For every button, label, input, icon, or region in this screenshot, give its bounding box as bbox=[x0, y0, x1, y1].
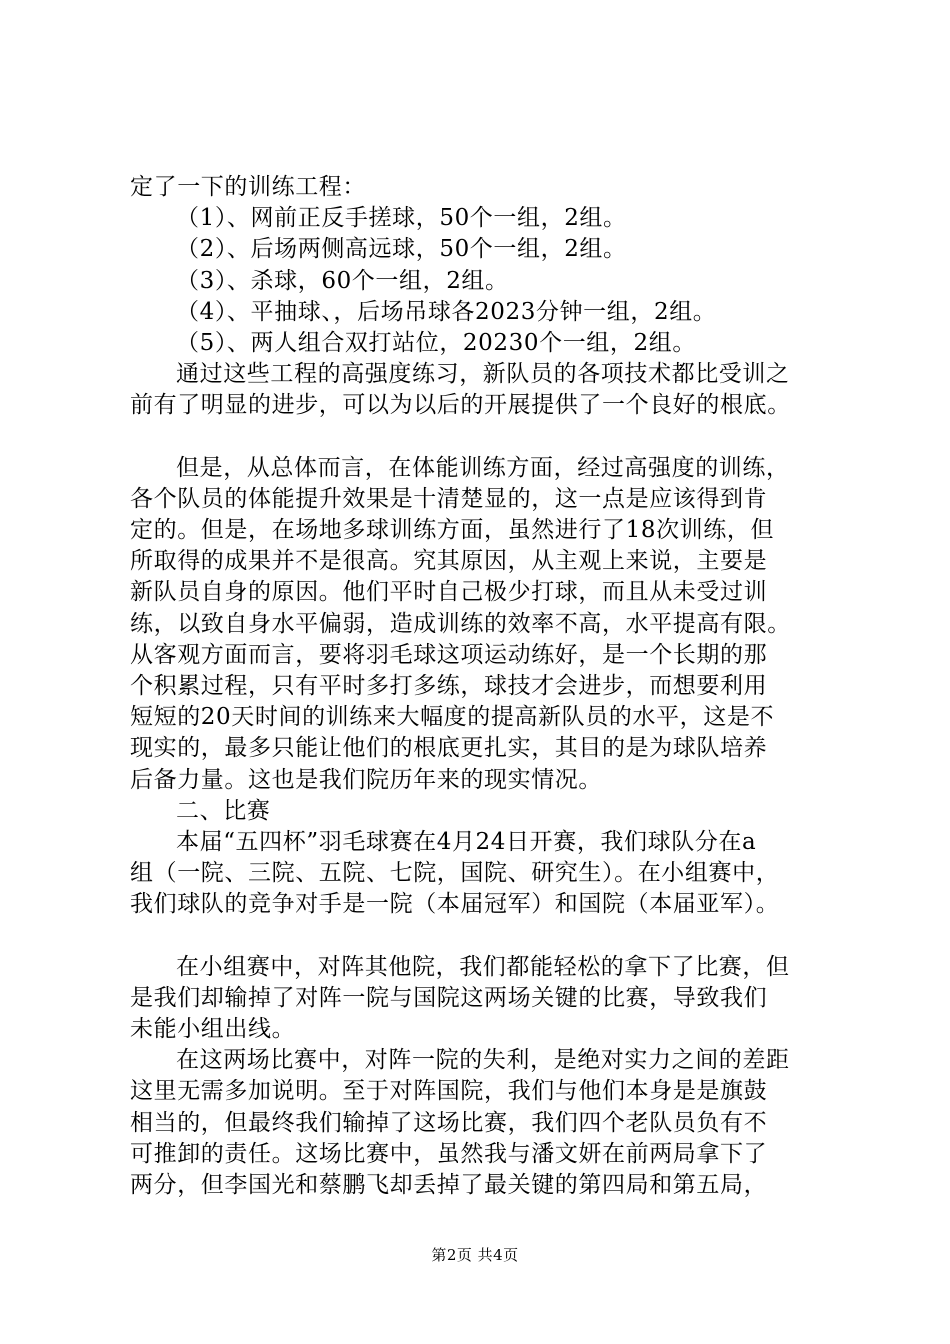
section-heading: 二、比赛 bbox=[176, 797, 271, 824]
text-line: 定了一下的训练工程： bbox=[130, 174, 366, 200]
paragraph-line: 定的。但是，在场地多球训练方面，虽然进行了18次训练，但 bbox=[130, 517, 775, 544]
paragraph-line: 新队员自身的原因。他们平时自己极少打球，而且从未受过训 bbox=[130, 579, 768, 606]
paragraph-line: 所取得的成果并不是很高。究其原因，从主观上来说，主要是 bbox=[130, 548, 768, 575]
paragraph-line: 相当的，但最终我们输掉了这场比赛，我们四个老队员负有不 bbox=[130, 1109, 768, 1136]
paragraph-line: 组（一院、三院、五院、七院，国院、研究生）。在小组赛中， bbox=[130, 860, 780, 887]
paragraph-line: 通过这些工程的高强度练习，新队员的各项技术都比受训之 bbox=[176, 361, 790, 388]
paragraph-gap bbox=[130, 921, 840, 952]
document-body bbox=[130, 172, 840, 1201]
paragraph-line: 后备力量。这也是我们院历年来的现实情况。 bbox=[130, 766, 602, 793]
paragraph-line: 个积累过程，只有平时多打多练，球技才会进步，而想要利用 bbox=[130, 673, 768, 699]
paragraph-line: 本届“五四杯”羽毛球赛在4月24日开赛，我们球队分在a bbox=[176, 828, 757, 855]
paragraph-line: 两分，但李国光和蔡鹏飞却丢掉了最关键的第四局和第五局， bbox=[130, 1172, 768, 1198]
paragraph-line: 前有了明显的进步，可以为以后的开展提供了一个良好的根底。 bbox=[130, 392, 791, 419]
page-number-footer: 第2页 共4页 bbox=[431, 1246, 519, 1264]
paragraph-line: 在小组赛中，对阵其他院，我们都能轻松的拿下了比赛，但 bbox=[176, 953, 790, 980]
list-item: （1）、网前正反手搓球，50个一组，2组。 bbox=[176, 205, 627, 232]
paragraph-line: 在这两场比赛中，对阵一院的失利，是绝对实力之间的差距 bbox=[176, 1047, 790, 1074]
paragraph-line: 这里无需多加说明。至于对阵国院，我们与他们本身是是旗鼓 bbox=[130, 1078, 768, 1105]
paragraph-gap bbox=[130, 422, 840, 453]
list-item: （3）、杀球，60个一组，2组。 bbox=[176, 267, 509, 294]
paragraph-line: 练，以致自身水平偏弱，造成训练的效率不高，水平提高有限。 bbox=[130, 610, 791, 637]
paragraph-line: 可推卸的责任。这场比赛中，虽然我与潘文妍在前两局拿下了 bbox=[130, 1140, 768, 1167]
paragraph-line: 是我们却输掉了对阵一院与国院这两场关键的比赛，导致我们 bbox=[130, 984, 768, 1011]
paragraph-line: 短短的20天时间的训练来大幅度的提高新队员的水平，这是不 bbox=[130, 704, 775, 731]
list-item: （2）、后场两侧高远球，50个一组，2组。 bbox=[176, 236, 627, 263]
list-item: （4）、平抽球、，后场吊球各2023分钟一组，2组。 bbox=[176, 298, 717, 325]
paragraph-line: 从客观方面而言，要将羽毛球这项运动练好，是一个长期的那 bbox=[130, 641, 768, 668]
paragraph-line: 现实的，最多只能让他们的根底更扎实，其目的是为球队培养 bbox=[130, 735, 768, 762]
paragraph-line: 各个队员的体能提升效果是十清楚显的，这一点是应该得到肯 bbox=[130, 485, 768, 512]
paragraph-line: 我们球队的竞争对手是一院（本届冠军）和国院（本届亚军）。 bbox=[130, 891, 780, 918]
paragraph-line: 但是，从总体而言，在体能训练方面，经过高强度的训练， bbox=[176, 454, 790, 481]
paragraph-line: 未能小组出线。 bbox=[130, 1016, 296, 1043]
list-item: （5）、两人组合双打站位，20230个一组，2组。 bbox=[176, 329, 696, 356]
